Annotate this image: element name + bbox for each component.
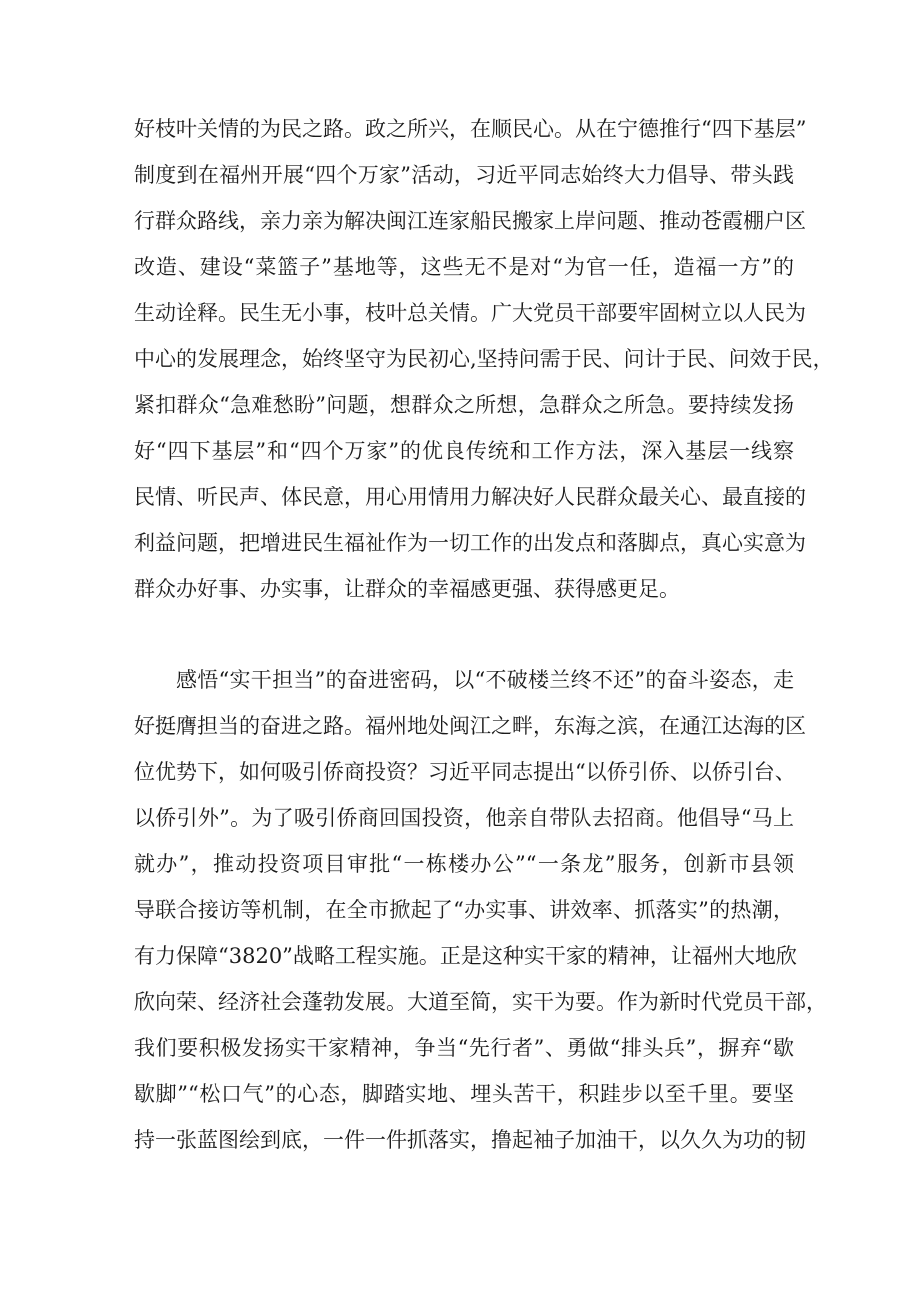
text-line: 利益问题，把增进民生福祉作为一切工作的出发点和落脚点，真心实意为	[134, 531, 806, 555]
text-line: 行群众路线，亲力亲为解决闽江连家船民搬家上岸问题、推动苍霞棚户区	[134, 209, 806, 233]
text-line: 就办”，推动投资项目审批“一栋楼办公”“一条龙”服务，创新市县领	[134, 852, 794, 876]
text-line: 好挺膺担当的奋进之路。福州地处闽江之畔，东海之滨，在通江达海的区	[134, 714, 806, 738]
text-line: 歇脚”“松口气”的心态，脚踏实地、埋头苦干，积跬步以至千里。要坚	[134, 1082, 794, 1106]
text-line: 中心的发展理念，始终坚守为民初心,坚持问需于民、问计于民、问效于民，	[134, 347, 834, 371]
text-line: 以侨引外”。为了吸引侨商回国投资，他亲自带队去招商。他倡导“马上	[134, 806, 794, 830]
text-line: 民情、听民声、体民意，用心用情用力解决好人民群众最关心、最直接的	[134, 485, 806, 509]
text-line: 我们要积极发扬实干家精神，争当“先行者”、勇做“排头兵”，摒弃“歇	[134, 1036, 794, 1060]
text-line: 改造、建设“菜篮子”基地等，这些无不是对“为官一任，造福一方”的	[134, 255, 794, 279]
text-line: 感悟“实干担当”的奋进密码，以“不破楼兰终不还”的奋斗姿态，走	[176, 668, 794, 692]
text-line: 位优势下，如何吸引侨商投资？习近平同志提出“以侨引侨、以侨引台、	[134, 760, 796, 784]
text-line: 好枝叶关情的为民之路。政之所兴，在顺民心。从在宁德推行“四下基层”	[134, 117, 807, 141]
text-line: 制度到在福州开展“四个万家”活动，习近平同志始终大力倡导、带头践	[134, 163, 794, 187]
text-line: 持一张蓝图绘到底，一件一件抓落实，撸起袖子加油干，以久久为功的韧	[134, 1128, 806, 1152]
text-line: 好“四下基层”和“四个万家”的优良传统和工作方法，深入基层一线察	[134, 439, 794, 463]
text-line: 生动诠释。民生无小事，枝叶总关情。广大党员干部要牢固树立以人民为	[134, 301, 806, 325]
text-line: 紧扣群众“急难愁盼”问题，想群众之所想，急群众之所急。要持续发扬	[134, 393, 794, 417]
text-line: 有力保障“3820”战略工程实施。正是这种实干家的精神，让福州大地欣	[134, 944, 797, 968]
text-line: 欣向荣、经济社会蓬勃发展。大道至简，实干为要。作为新时代党员干部，	[134, 990, 827, 1014]
text-line: 群众办好事、办实事，让群众的幸福感更强、获得感更足。	[134, 577, 680, 601]
text-line: 导联合接访等机制，在全市掀起了“办实事、讲效率、抓落实”的热潮，	[134, 898, 794, 922]
